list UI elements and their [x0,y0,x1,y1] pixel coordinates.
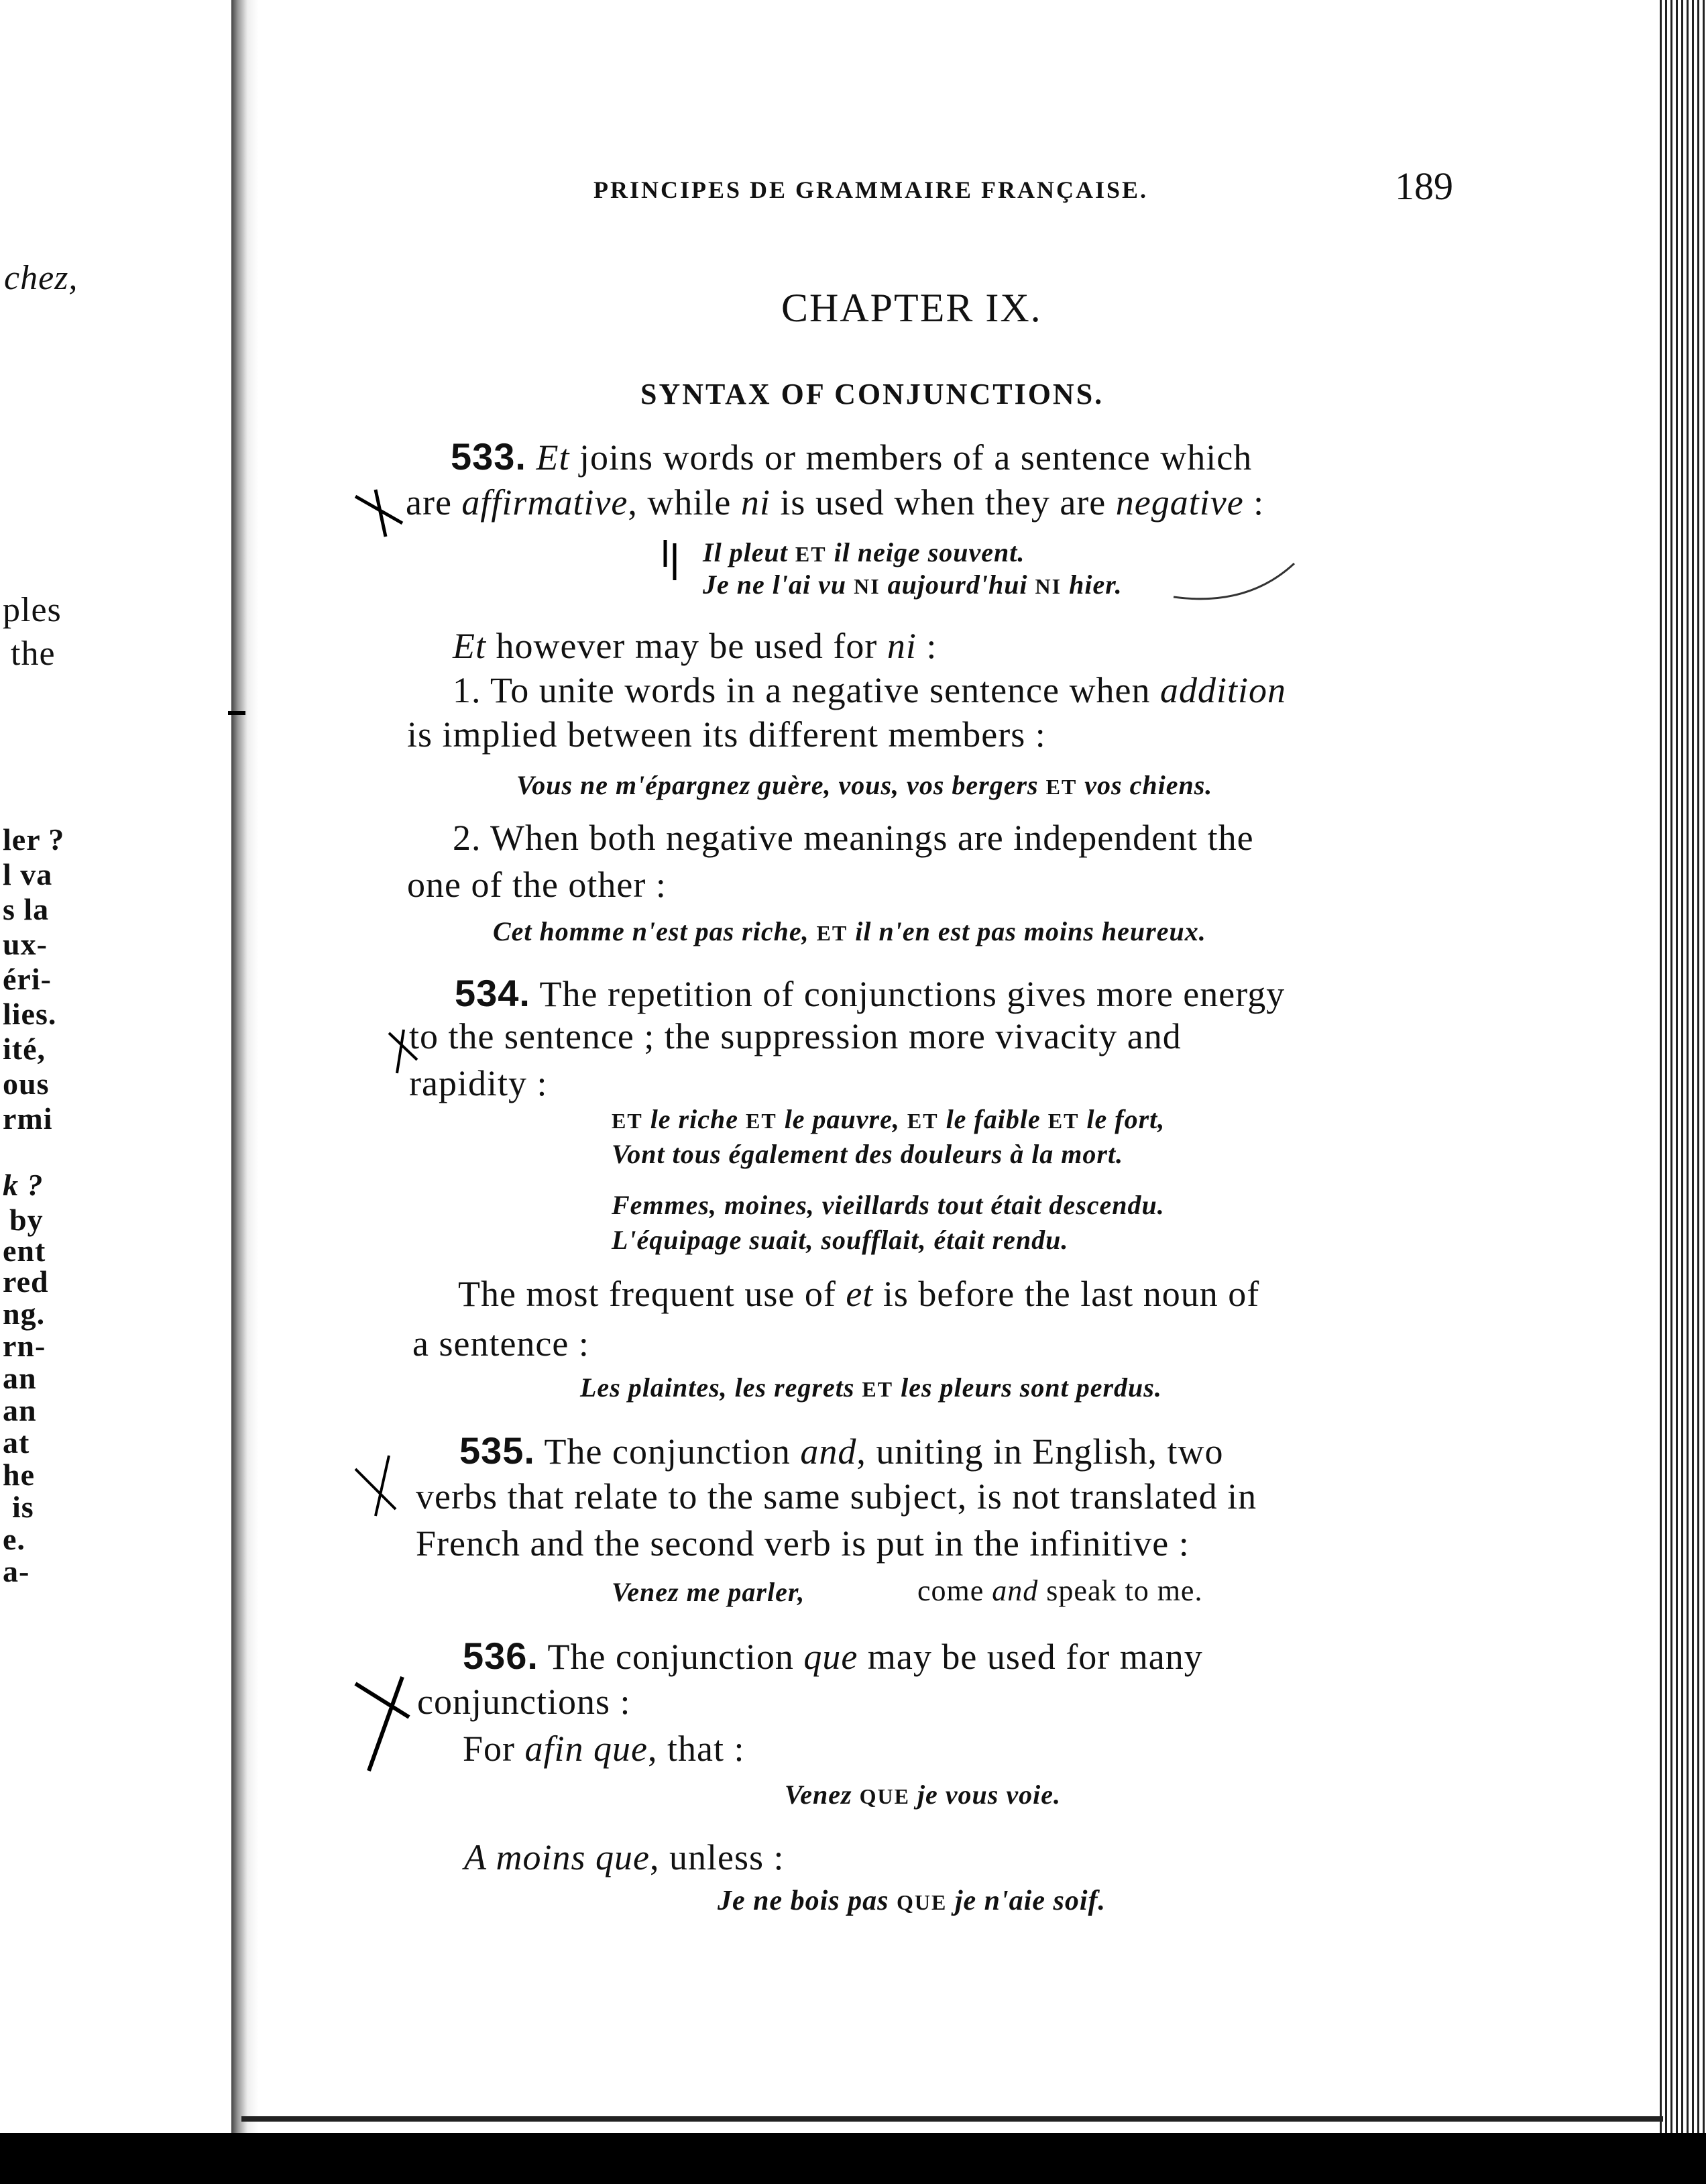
example-translation: come and speak to me. [917,1574,1203,1607]
frequent-use-line-1: The most frequent use of et is before the last noun of [458,1274,1260,1314]
left-fragment: ux- [3,927,48,961]
verse-line: Vont tous également des douleurs à la mort. [612,1139,1124,1169]
left-fragment: l va [3,857,53,891]
pencil-bracket-mark [657,533,684,594]
et-however-line: Et however may be used for ni : [453,626,937,666]
left-fragment: e. [3,1522,25,1556]
rule-2-line-2: one of the other : [407,865,667,905]
verse-line: Femmes, moines, vieillards tout était descendu. [612,1190,1165,1220]
left-fragment: a- [3,1554,30,1588]
example-line: Je ne l'ai vu NI aujourd'hui NI hier. [703,569,1123,600]
left-fragment: ous [3,1067,50,1101]
left-fragment: s la [3,892,50,926]
page-number: 189 [1395,164,1453,208]
page-stack-edge [1656,0,1706,2184]
scan-bottom-border [0,2133,1706,2184]
example-line: Je ne bois pas QUE je n'aie soif. [718,1886,1106,1916]
left-fragment: at [3,1425,30,1460]
verse-line: L'équipage suait, soufflait, était rendu. [612,1225,1069,1255]
example-line: Cet homme n'est pas riche, ET il n'en est pas moins heureux. [493,916,1206,946]
paragraph-number: 534. [455,972,530,1014]
left-fragment: rn- [3,1329,46,1363]
left-fragment: chez, [4,259,78,297]
paragraph-number: 536. [463,1635,538,1677]
left-facing-page [0,0,233,2184]
left-fragment: an [3,1393,37,1427]
verse-line: ET le riche ET le pauvre, ET le faible ET le fort, [612,1104,1165,1134]
left-fragment: k ? [3,1168,44,1202]
paragraph-535-line-1: 535. The conjunction and, uniting in English, two [459,1429,1224,1472]
paragraph-533-line-1: 533. Et joins words or members of a sentence which [451,435,1253,478]
paragraph-number: 533. [451,435,526,478]
rule-1-line-2: is implied between its different members : [407,714,1046,755]
pencil-cross-mark [349,1670,422,1778]
left-fragment: lies. [3,997,57,1031]
pencil-curve-mark [1167,557,1301,610]
section-title: SYNTAX OF CONJUNCTIONS. [640,378,1104,411]
example-line: Venez me parler, [612,1577,805,1607]
example-line: Venez QUE je vous voie. [785,1780,1061,1810]
paragraph-534-line-2: to the sentence ; the suppression more vivacity and [409,1016,1182,1056]
left-fragment: ent [3,1234,46,1268]
page-bottom-edge [241,2116,1663,2122]
pencil-cross-mark [349,1449,402,1523]
left-fragment: ité, [3,1032,46,1066]
left-fragment: rmi [3,1101,53,1136]
paragraph-535-line-2: verbs that relate to the same subject, is not translated in [416,1476,1257,1517]
running-title: PRINCIPES DE GRAMMAIRE FRANÇAISE. [593,176,1149,203]
example-line: Vous ne m'épargnez guère, vous, vos bergers ET vos chiens. [516,770,1213,800]
left-fragment: he [3,1458,35,1492]
paragraph-536-line-1: 536. The conjunction que may be used for many [463,1635,1203,1677]
paragraph-534-line-1: 534. The repetition of conjunctions gives more energy [455,972,1286,1014]
left-fragment: ples [3,591,62,629]
paragraph-number: 535. [459,1429,535,1472]
paragraph-536-line-2: conjunctions : [417,1682,631,1722]
rule-1-line-1: 1. To unite words in a negative sentence when addition [453,670,1286,710]
left-fragment: ler ? [3,822,65,857]
paragraph-534-line-3: rapidity : [409,1063,548,1103]
a-moins-que-line: A moins que, unless : [464,1837,785,1877]
left-fragment: ng. [3,1297,46,1331]
pencil-cross-mark [384,1026,424,1080]
left-fragment: the [11,635,56,673]
example-line: Les plaintes, les regrets ET les pleurs sont perdus. [580,1372,1162,1403]
left-fragment: éri- [3,962,52,996]
afin-que-line: For afin que, that : [463,1729,745,1769]
paragraph-533-line-2: are affirmative, while ni is used when they are negative : [406,482,1265,523]
pencil-cross-mark [349,483,416,543]
left-fragment: red [3,1264,49,1299]
rule-2-line-1: 2. When both negative meanings are independent the [453,818,1254,858]
left-fragment: by [9,1203,44,1237]
pencil-tick-mark [227,703,247,723]
chapter-heading: CHAPTER IX. [781,286,1042,330]
book-gutter [231,0,258,2184]
example-line: Il pleut ET il neige souvent. [703,537,1025,567]
paragraph-535-line-3: French and the second verb is put in the infinitive : [416,1523,1190,1564]
left-fragment: is [12,1490,34,1524]
frequent-use-line-2: a sentence : [412,1323,589,1364]
left-fragment: an [3,1361,37,1395]
